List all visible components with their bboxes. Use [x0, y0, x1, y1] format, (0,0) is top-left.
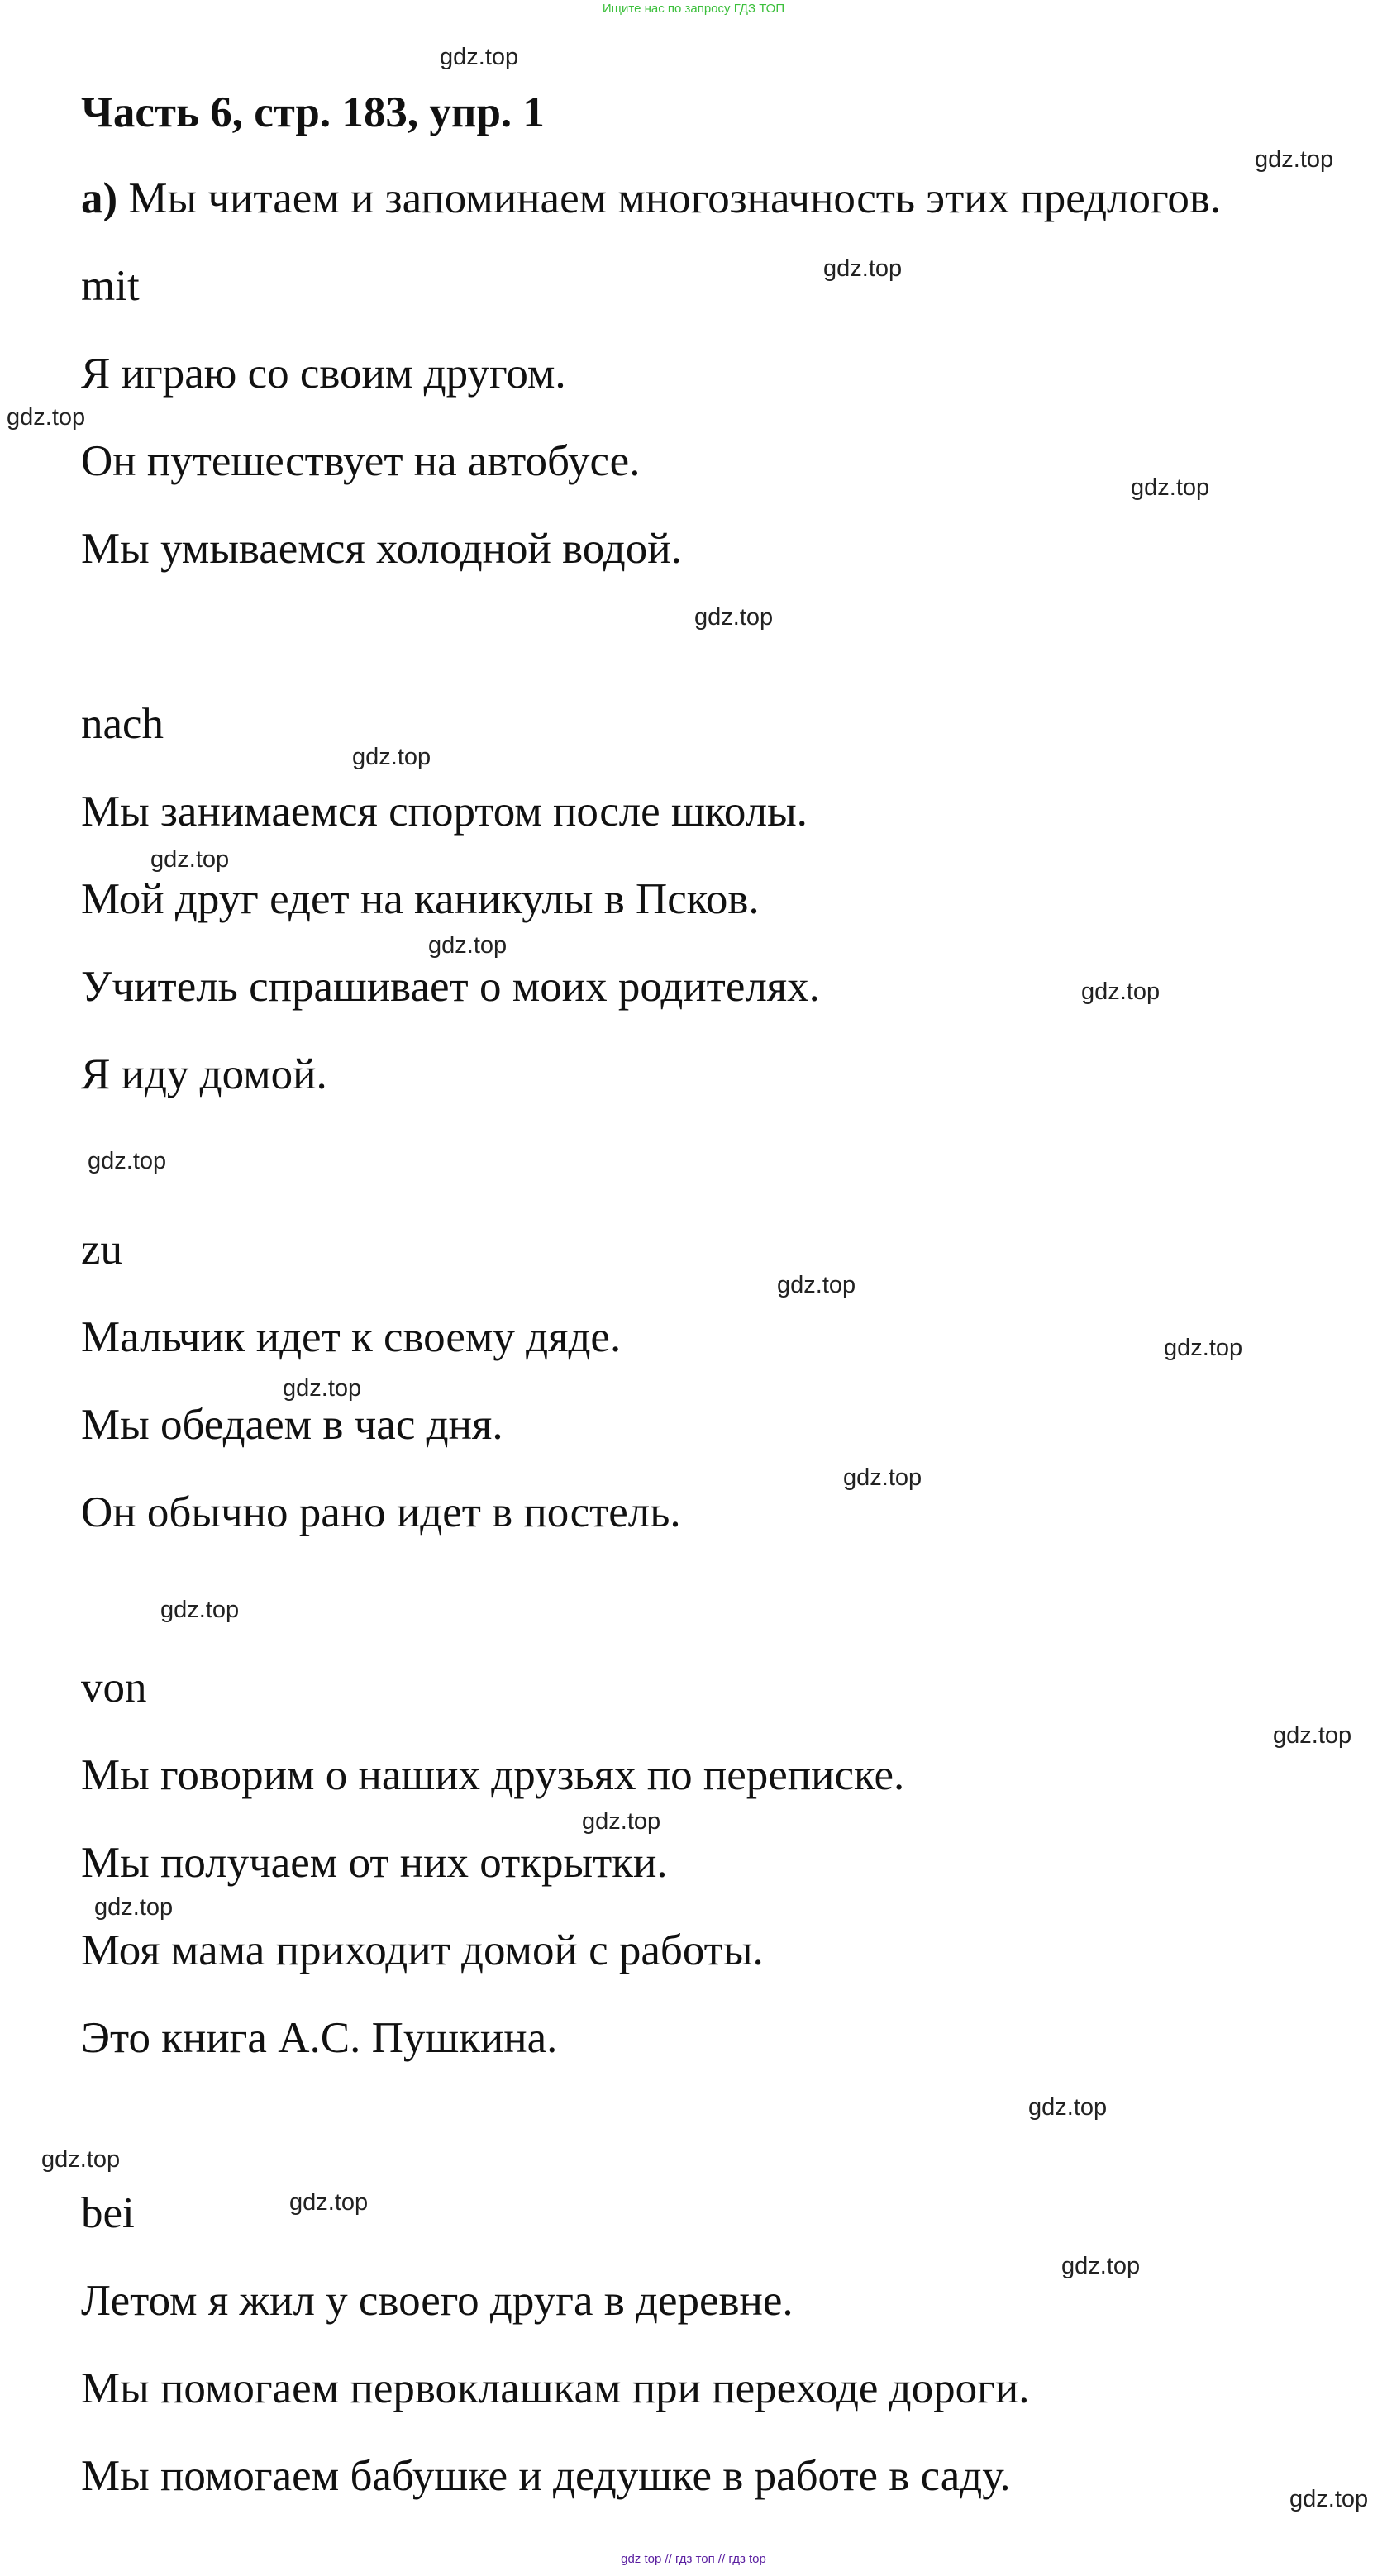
sentence: Мальчик идет к своему дяде.: [81, 1313, 622, 1361]
bottom-banner: gdz top // гдз топ // гдз top: [621, 2552, 766, 2566]
sentence: Мой друг едет на каникулы в Псков.: [81, 875, 760, 923]
sentence: Это книга А.С. Пушкина.: [81, 2014, 558, 2062]
watermark: gdz.top: [283, 1375, 362, 1402]
sentence: Моя мама приходит домой с работы.: [81, 1926, 764, 1974]
watermark: gdz.top: [1131, 474, 1210, 501]
watermark: gdz.top: [41, 2146, 121, 2173]
sentence: Я играю со своим другом.: [81, 350, 566, 398]
watermark: gdz.top: [1164, 1335, 1243, 1361]
watermark: gdz.top: [7, 404, 86, 431]
watermark: gdz.top: [160, 1597, 240, 1623]
intro-text: Мы читаем и запоминаем многозначность этих предлогов.: [117, 174, 1222, 222]
watermark: gdz.top: [150, 846, 230, 873]
sentence: Мы умываемся холодной водой.: [81, 525, 682, 573]
watermark: gdz.top: [582, 1808, 661, 1835]
intro-line: [81, 174, 1221, 224]
watermark: gdz.top: [1255, 146, 1334, 173]
sentence: Летом я жил у своего друга в деревне.: [81, 2277, 794, 2325]
watermark: gdz.top: [428, 932, 508, 959]
watermark: gdz.top: [1061, 2253, 1141, 2279]
section-heading-zu: zu: [81, 1226, 123, 1274]
sentence: Мы говорим о наших друзьях по переписке.: [81, 1751, 905, 1799]
top-banner: Ищите нас по запросу ГДЗ ТОП: [602, 2, 785, 16]
page-title: Часть 6, стр. 183, упр. 1: [81, 88, 545, 136]
intro-label: а): [81, 174, 118, 222]
watermark: gdz.top: [94, 1894, 174, 1921]
section-heading-mit: mit: [81, 262, 140, 310]
sentence: Мы помогаем первоклашкам при переходе дороги.: [81, 2364, 1030, 2412]
watermark: gdz.top: [1081, 978, 1161, 1005]
section-heading-bei: bei: [81, 2189, 135, 2237]
watermark: gdz.top: [823, 255, 903, 282]
sentence: Он обычно рано идет в постель.: [81, 1488, 681, 1536]
watermark: gdz.top: [694, 604, 774, 631]
sentence: Учитель спрашивает о моих родителях.: [81, 963, 820, 1011]
watermark: gdz.top: [352, 744, 431, 770]
sentence: Мы получаем от них открытки.: [81, 1839, 668, 1887]
section-heading-von: von: [81, 1664, 147, 1712]
watermark: gdz.top: [440, 44, 519, 70]
watermark: gdz.top: [843, 1464, 922, 1491]
sentence: Я иду домой.: [81, 1050, 327, 1098]
sentence: Он путешествует на автобусе.: [81, 437, 641, 485]
section-heading-nach: nach: [81, 700, 164, 748]
sentence: Мы занимаемся спортом после школы.: [81, 788, 808, 836]
watermark: gdz.top: [1289, 2486, 1369, 2512]
watermark: gdz.top: [289, 2189, 369, 2216]
sentence: Мы обедаем в час дня.: [81, 1401, 503, 1449]
sentence: Мы помогаем бабушке и дедушке в работе в саду.: [81, 2452, 1011, 2500]
watermark: gdz.top: [777, 1272, 856, 1298]
watermark: gdz.top: [88, 1148, 167, 1174]
watermark: gdz.top: [1273, 1722, 1352, 1749]
watermark: gdz.top: [1028, 2094, 1108, 2121]
